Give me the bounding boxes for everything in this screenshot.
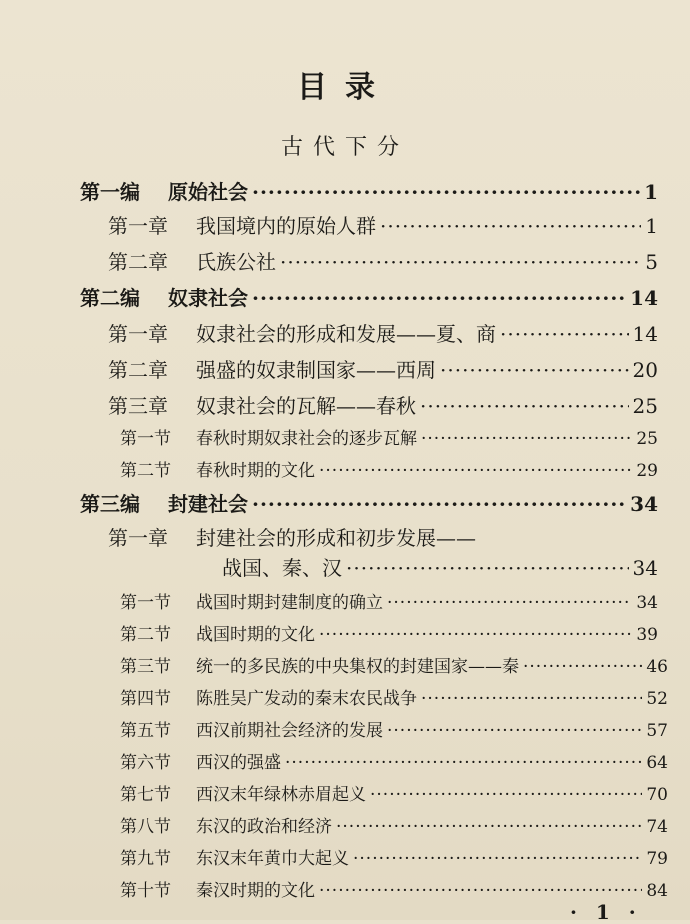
toc-page-number: 5 (645, 250, 658, 274)
toc-label: 第一章 (108, 322, 168, 346)
toc-section (120, 716, 668, 741)
toc-page-number: 1 (645, 214, 658, 238)
leader-dots (285, 753, 642, 773)
toc-part (80, 176, 658, 205)
toc-section (120, 424, 658, 449)
toc-label: 第二章 (108, 250, 168, 274)
toc-label: 第七节 (120, 785, 171, 805)
toc-title: 我国境内的原始人群 (196, 214, 376, 238)
toc-page-number: 74 (646, 817, 668, 837)
toc-section (120, 684, 668, 709)
toc-page-number: 25 (632, 394, 658, 418)
toc-title: 秦汉时期的文化 (196, 881, 315, 901)
toc-label: 第六节 (120, 753, 171, 773)
toc-label: 第三章 (108, 394, 168, 418)
toc-part (80, 282, 658, 311)
toc-title: 春秋时期奴隶社会的逐步瓦解 (196, 429, 417, 449)
toc-page-number: 14 (630, 286, 658, 310)
toc-section (120, 652, 668, 677)
toc-label: 第一节 (120, 429, 171, 449)
toc-page-number: 70 (646, 785, 668, 805)
toc-title: 封建社会的形成和初步发展—— (196, 526, 476, 550)
toc-title: 东汉的政治和经济 (196, 817, 332, 837)
leader-dots (370, 785, 642, 805)
toc-section (120, 780, 668, 805)
toc-label: 第八节 (120, 817, 171, 837)
toc-page-number: 79 (646, 849, 668, 869)
toc-title: 奴隶社会的瓦解——春秋 (196, 394, 416, 418)
toc-page-number: 25 (636, 429, 658, 449)
toc-page-number: 14 (632, 322, 658, 346)
toc-title: 西汉末年绿林赤眉起义 (196, 785, 366, 805)
toc-page-number: 1 (644, 180, 658, 204)
toc-page-number: 64 (646, 753, 668, 773)
toc-chapter (108, 318, 658, 347)
toc-page-number: 34 (632, 556, 658, 580)
toc-part (80, 488, 658, 517)
toc-title: 氏族公社 (196, 250, 276, 274)
toc-chapter-continuation (222, 552, 658, 581)
toc-page-number: 20 (632, 358, 658, 382)
toc-page-number: 52 (646, 689, 668, 709)
folio-page-number: · 1 · (570, 900, 642, 924)
leader-dots (280, 250, 641, 274)
leader-dots (523, 657, 642, 677)
toc-title: 西汉前期社会经济的发展 (196, 721, 383, 741)
toc-label: 第二节 (120, 461, 171, 481)
leader-dots (380, 214, 641, 238)
toc-section (120, 588, 658, 613)
leader-dots (252, 286, 626, 310)
toc-label: 第三编 (80, 492, 140, 516)
toc-chapter (108, 210, 658, 239)
toc-label: 第九节 (120, 849, 171, 869)
toc-page-number: 39 (636, 625, 658, 645)
toc-page-number: 57 (646, 721, 668, 741)
leader-dots (500, 322, 629, 346)
toc-section (120, 876, 668, 901)
leader-dots (319, 625, 632, 645)
toc-section (120, 748, 668, 773)
toc-label: 第四节 (120, 689, 171, 709)
toc-page-number: 34 (630, 492, 658, 516)
leader-dots (346, 556, 629, 580)
toc-section (120, 620, 658, 645)
page-title: 目录 (297, 70, 393, 105)
toc-label: 第十节 (120, 881, 171, 901)
toc-title: 春秋时期的文化 (196, 461, 315, 481)
toc-title: 西汉的强盛 (196, 753, 281, 773)
toc-title: 战国、秦、汉 (222, 556, 342, 580)
toc-label: 第二章 (108, 358, 168, 382)
toc-chapter (108, 246, 658, 275)
toc-title: 东汉末年黄巾大起义 (196, 849, 349, 869)
toc-chapter (108, 354, 658, 383)
page-subtitle: 古代下分 (280, 135, 409, 160)
leader-dots (420, 394, 629, 418)
toc-title: 战国时期封建制度的确立 (196, 593, 383, 613)
toc-label: 第一节 (120, 593, 171, 613)
toc-title: 强盛的奴隶制国家——西周 (196, 358, 436, 382)
toc-chapter (108, 522, 658, 551)
toc-page-number: 34 (636, 593, 658, 613)
leader-dots (387, 721, 642, 741)
toc-page-number: 29 (636, 461, 658, 481)
toc-title: 陈胜吴广发动的秦末农民战争 (196, 689, 417, 709)
toc-chapter (108, 390, 658, 419)
toc-title: 战国时期的文化 (196, 625, 315, 645)
leader-dots (319, 461, 632, 481)
toc-title: 奴隶社会的形成和发展——夏、商 (196, 322, 496, 346)
leader-dots (421, 689, 642, 709)
leader-dots (421, 429, 632, 449)
toc-title: 封建社会 (168, 492, 248, 516)
toc-label: 第五节 (120, 721, 171, 741)
leader-dots (336, 817, 642, 837)
leader-dots (319, 881, 642, 901)
leader-dots (252, 492, 626, 516)
leader-dots (387, 593, 632, 613)
toc-label: 第二编 (80, 286, 140, 310)
toc-section (120, 812, 668, 837)
toc-label: 第二节 (120, 625, 171, 645)
toc-section (120, 844, 668, 869)
toc-title: 统一的多民族的中央集权的封建国家——秦 (196, 657, 519, 677)
toc-label: 第一章 (108, 214, 168, 238)
toc-label: 第一章 (108, 526, 168, 550)
toc-label: 第一编 (80, 180, 140, 204)
toc-title: 原始社会 (168, 180, 248, 204)
toc-title: 奴隶社会 (168, 286, 248, 310)
leader-dots (440, 358, 629, 382)
toc-label: 第三节 (120, 657, 171, 677)
leader-dots (353, 849, 642, 869)
toc-page-number: 46 (646, 657, 668, 677)
toc-page-number: 84 (646, 881, 668, 901)
leader-dots (252, 180, 640, 204)
toc-section (120, 456, 658, 481)
